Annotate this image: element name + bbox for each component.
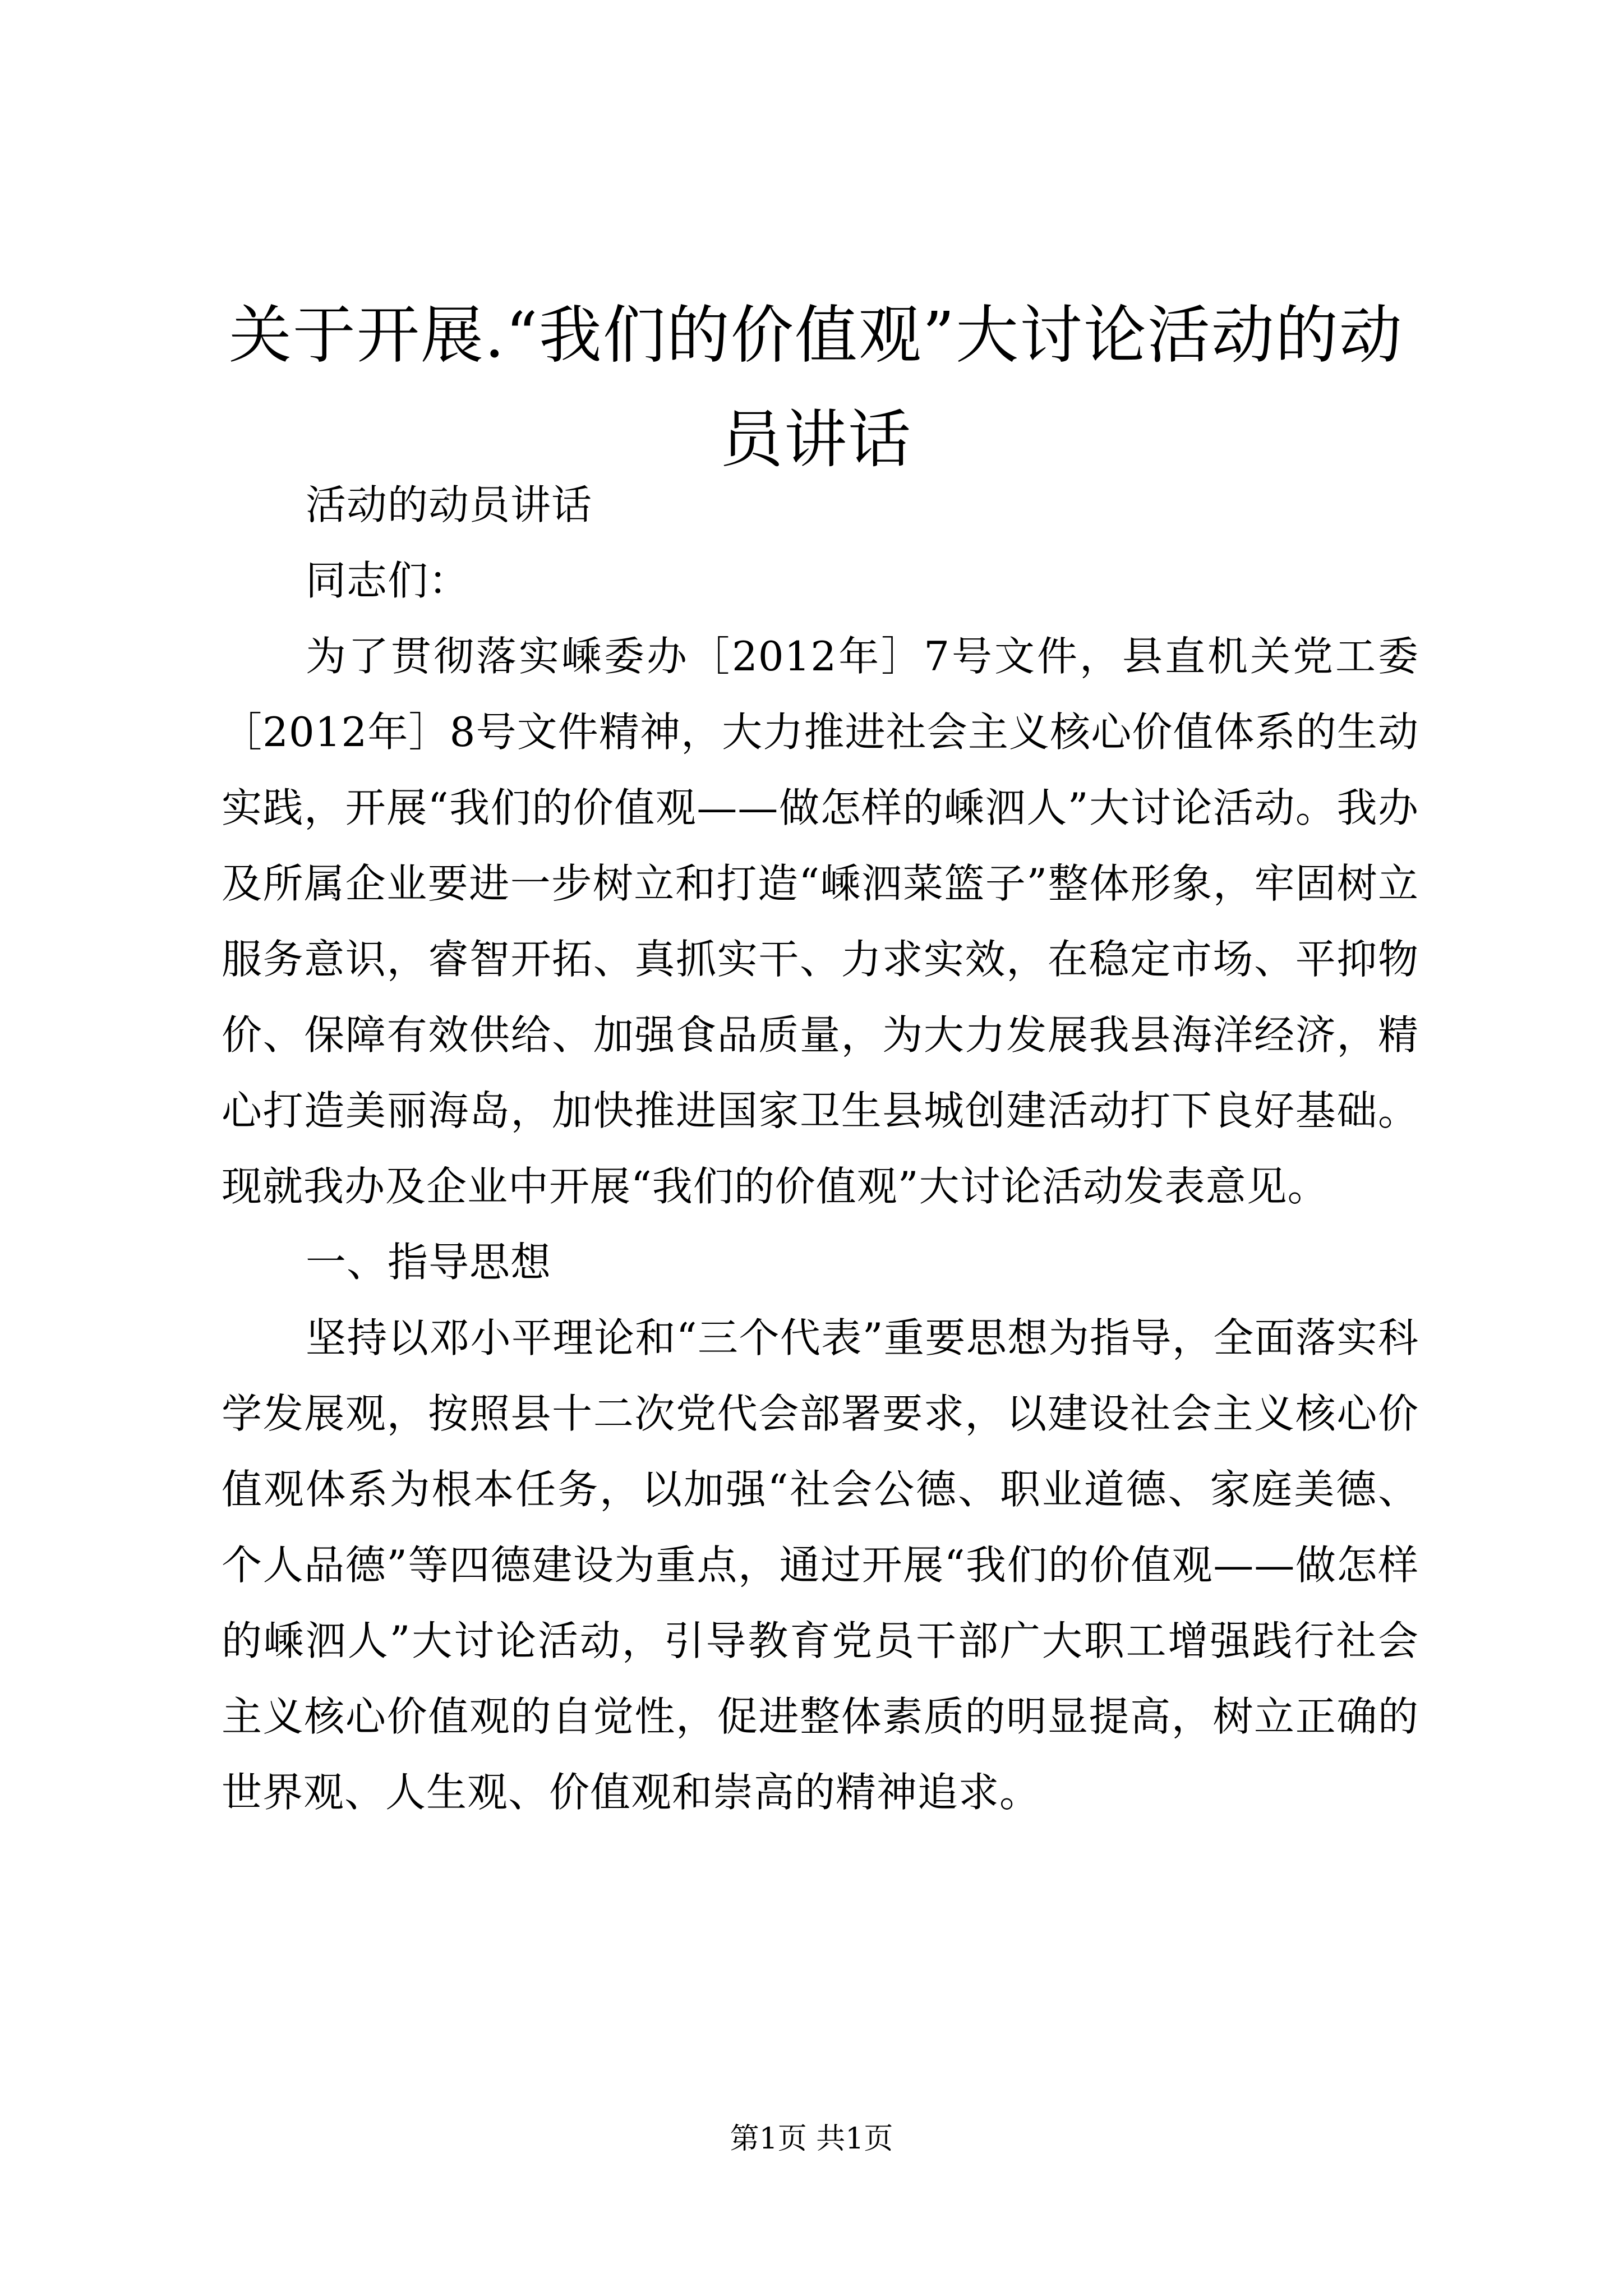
paragraph-subtitle: 活动的动员讲话 [306, 481, 593, 528]
document-title: 关于开展.“我们的价值观”大讨论活动的动员讲话 [228, 299, 1404, 476]
document-body [222, 467, 1419, 1830]
paragraph-salutation: 同志们： [306, 557, 470, 604]
paragraph-intro: 为了贯彻落实嵊委办［2012年］7号文件，县直机关党工委［2012年］8号文件精神，大力推进社会主义核心价值体系的生动实践，开展“我们的价值观——做怎样的嵊泗人”大讨论活动。我办及所属企业要进一步树立和打造“嵊泗菜篮子”整体形象，牢固树立服务意识，睿智开拓、真抓实干、力求实效，在稳定市场、平抑物价、保障有效供给、加强食品质量，为大力发展我县海洋经济，精心打造美丽海岛，加快推进国家卫生县城创建活动打下良好基础。现就我办及企业中开展“我们的价值观”大讨论活动发表意见。 [222, 633, 1419, 1210]
page-footer: 第1页 共1页 [730, 2122, 893, 2156]
section-heading: 一、指导思想 [306, 1239, 552, 1286]
paragraph-guiding-thought: 坚持以邓小平理论和“三个代表”重要思想为指导，全面落实科学发展观，按照县十二次党代会部署要求，以建设社会主义核心价值观体系为根本任务，以加强“社会公德、职业道德、家庭美德、个人品德”等四德建设为重点，通过开展“我们的价值观——做怎样的嵊泗人”大讨论活动，引导教育党员干部广大职工增强践行社会主义核心价值观的自觉性，促进整体素质的明显提高，树立正确的世界观、人生观、价值观和崇高的精神追求。 [222, 1314, 1419, 1816]
